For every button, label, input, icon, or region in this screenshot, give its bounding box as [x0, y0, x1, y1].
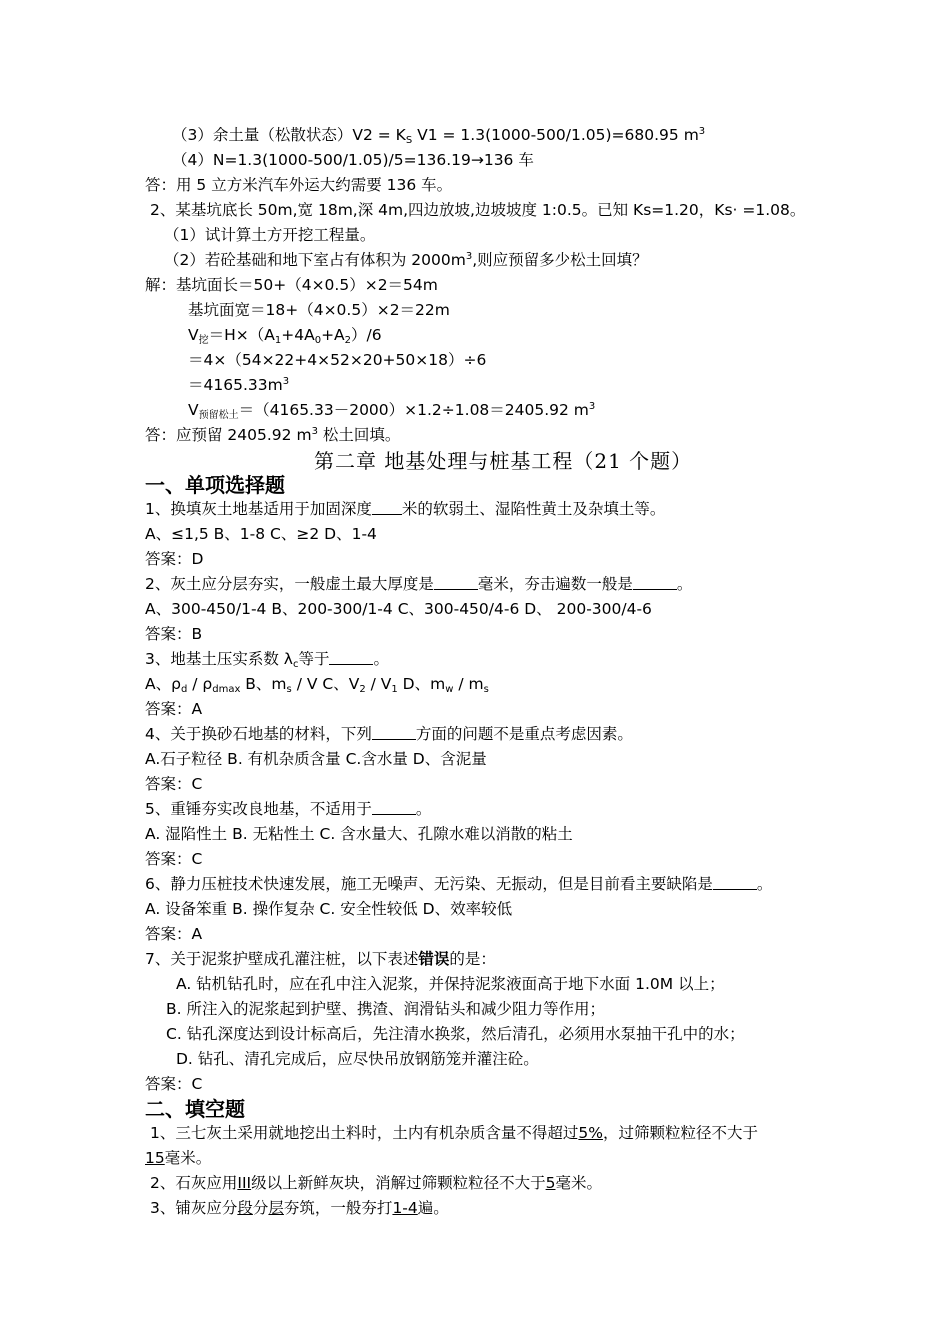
mc-q1: 1、换填灰土地基适用于加固深度 米的软弱土、湿陷性黄土及杂填土等。: [145, 500, 666, 518]
answer-blank: [372, 725, 416, 740]
answer-blank: [434, 575, 478, 590]
problem-2-q2: （2）若砼基础和地下室占有体积为 $2000m^3$,则应预留多少松土回填？: [164, 251, 648, 269]
mc-q4-answer: 答案：C: [145, 775, 203, 793]
mc-q6: 6、静力压桩技术快速发展，施工无噪声、无污染、无振动，但是目前看主要缺陷是 。: [145, 875, 773, 893]
mc-q7-answer: 答案：C: [145, 1075, 203, 1093]
mc-q6-options: A. 设备笨重 B. 操作复杂 C. 安全性较低 D、效率较低: [145, 900, 513, 918]
mc-q5: 5、重锤夯实改良地基，不适用于 。: [145, 800, 432, 818]
fill-q1-cont: 15毫米。: [145, 1149, 212, 1167]
mc-q5-options: A. 湿陷性土 B. 无粘性土 C. 含水量大、孔隙水难以消散的粘土: [145, 825, 573, 843]
answer-blank: [372, 800, 416, 815]
mc-q7-option-c: C. 钻孔深度达到设计标高后，先注清水换浆，然后清孔，必须用水泵抽干孔中的水；: [166, 1025, 745, 1043]
solution-line-4: ＝4×（54×22+4×52×20+50×18）÷6: [188, 351, 487, 369]
mc-q4-options: A.石子粒径 B. 有机杂质含量 C.含水量 D、含泥量: [145, 750, 487, 768]
fill-q3: 3、铺灰应分段分层夯筑，一般夯打1-4遍。: [150, 1199, 449, 1217]
solution-line-1: 解：基坑面长＝50+（4×0.5）×2＝54m: [145, 276, 438, 294]
fill-q2: 2、石灰应用III级以上新鲜灰块，消解过筛颗粒粒径不大于5毫米。: [150, 1174, 602, 1192]
mc-q7-option-d: D. 钻孔、清孔完成后，应尽快吊放钢筋笼并灌注砼。: [176, 1050, 539, 1068]
problem-2-q1: （1）试计算土方开挖工程量。: [164, 226, 376, 244]
section-1-heading: 一、单项选择题: [145, 473, 285, 497]
mc-q6-answer: 答案：A: [145, 925, 203, 943]
calc-answer: 答：用 5 立方米汽车外运大约需要 136 车。: [145, 176, 453, 194]
solution-line-6: $V_{预留松土}=(4165.33-2000)\times 1.2\div 1.08=2405.92$ $m^3$: [188, 401, 596, 421]
mc-q1-answer: 答案：D: [145, 550, 204, 568]
mc-q2-answer: 答案：B: [145, 625, 203, 643]
mc-q2: 2、灰土应分层夯实，一般虚土最大厚度是 毫米，夯击遍数一般是 。: [145, 575, 693, 593]
solution-line-2: 基坑面宽＝18+（4×0.5）×2＝22m: [188, 301, 450, 319]
mc-q5-answer: 答案：C: [145, 850, 203, 868]
mc-q7-option-a: A. 钻机钻孔时，应在孔中注入泥浆，并保持泥浆液面高于地下水面 1.0M 以上；: [176, 975, 725, 993]
mc-q7: 7、关于泥浆护壁成孔灌注桩，以下表述错误的是：: [145, 950, 496, 968]
mc-q2-options: A、300-450/1-4 B、200-300/1-4 C、300-450/4-6 D、 200-300/4-6: [145, 600, 652, 618]
chapter-title: 第二章 地基处理与桩基工程（21 个题）: [314, 449, 693, 473]
solution-line-3: $V_挖=H\times(A_1+4A_0+A_2)/6$: [188, 326, 382, 346]
answer-blank: [372, 500, 402, 515]
problem-2-stem: 2、某基坑底长 50m,宽 18m,深 4m,四边放坡,边坡坡度 1:0.5。已知 Ks=1.20，Ks· =1.08。: [150, 201, 806, 219]
calc-line-3: （3）余土量（松散状态）$V2 = K_S$ V1 = 1.3(1000-500/1.05)=680.95 $m^3$: [172, 126, 706, 146]
fill-q1: 1、三七灰土采用就地挖出土料时，土内有机杂质含量不得超过5%，过筛颗粒粒径不大于: [150, 1124, 758, 1142]
calc-line-4: （4）N=1.3(1000-500/1.05)/5=136.19→136 车: [172, 151, 534, 169]
answer-blank: [329, 650, 373, 665]
mc-q3-answer: 答案：A: [145, 700, 203, 718]
mc-q3-options: A、$\rho_d / \rho_{dmax}$ B、$m_s$ / V C、$V_2 / V_1$ D、$m_w / m_s$: [145, 675, 489, 695]
answer-blank: [633, 575, 677, 590]
problem-2-answer: 答：应预留 2405.92 $m^3$ 松土回填。: [145, 426, 401, 444]
mc-q1-options: A、≤1,5 B、1-8 C、≥2 D、1-4: [145, 525, 377, 543]
mc-q3: 3、地基土压实系数 $\lambda_c$等于 。: [145, 650, 389, 670]
mc-q4: 4、关于换砂石地基的材料，下列 方面的问题不是重点考虑因素。: [145, 725, 633, 743]
answer-blank: [713, 875, 757, 890]
section-2-heading: 二、填空题: [145, 1097, 245, 1121]
solution-line-5: $=4165.33m^3$: [188, 376, 290, 394]
mc-q7-option-b: B. 所注入的泥浆起到护壁、携渣、润滑钻头和减少阻力等作用；: [166, 1000, 605, 1018]
